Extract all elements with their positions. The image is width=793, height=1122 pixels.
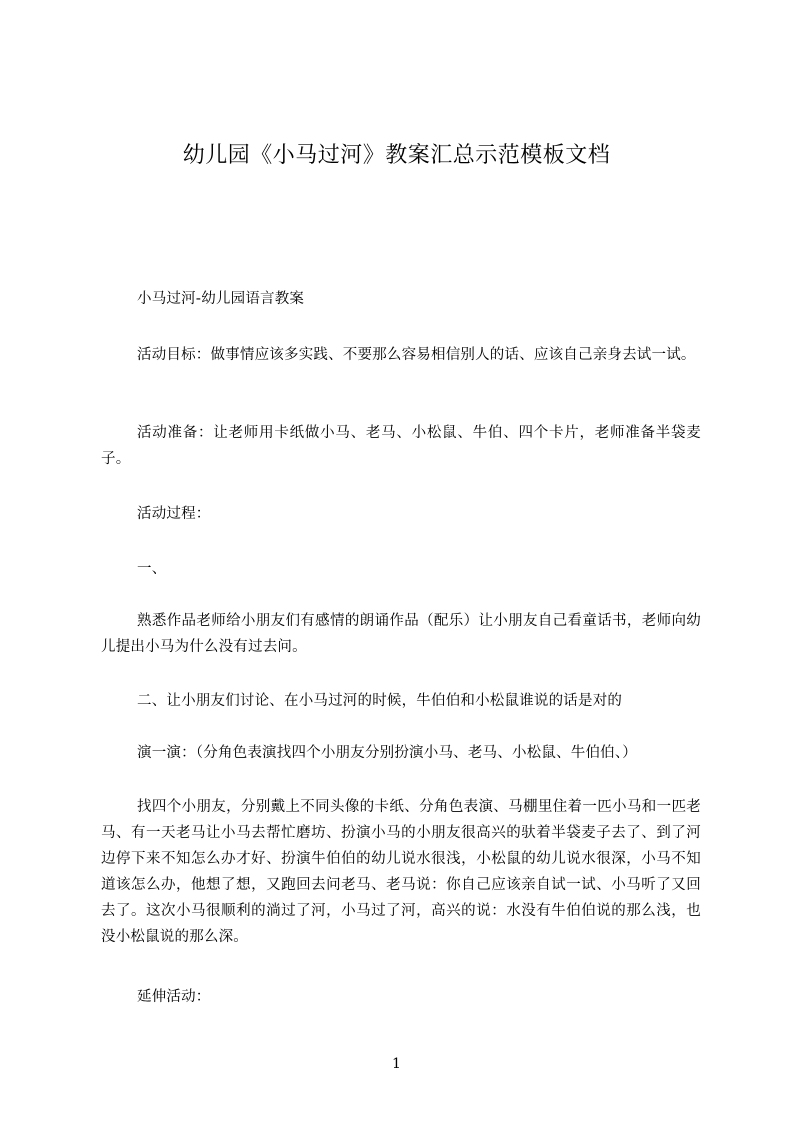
document-title: 幼儿园《小马过河》教案汇总示范模板文档	[182, 143, 611, 168]
paragraph-activity-process: 活动过程：	[137, 506, 211, 522]
paragraph-familiarize: 熟悉作品老师给小朋友们有感情的朗诵作品（配乐）让小朋友自己看童话书，老师向幼儿提出小马为什么没有过去问。	[101, 613, 701, 655]
paragraph-activity-prep: 活动准备：让老师用卡纸做小马、老马、小松鼠、牛伯、四个卡片，老师准备半袋麦子。	[101, 425, 701, 467]
paragraph-extension: 延伸活动：	[137, 989, 211, 1005]
paragraph-subtitle: 小马过河-幼儿园语言教案	[137, 291, 305, 307]
paragraph-step-two: 二、让小朋友们讨论、在小马过河的时候，牛伯伯和小松鼠谁说的话是对的	[137, 693, 623, 709]
paragraph-activity-goal: 活动目标：做事情应该多实践、不要那么容易相信别人的话、应该自己亲身去试一试。	[137, 347, 696, 363]
paragraph-story: 找四个小朋友，分别戴上不同头像的卡纸、分角色表演、马棚里住着一匹小马和一匹老马、有一天老马让小马去帮忙磨坊、扮演小马的小朋友很高兴的驮着半袋麦子去了、到了河边停下来不知怎么办才好、扮演牛伯伯的幼儿说水很浅，小松鼠的幼儿说水很深，小马不知道该怎么办，他想了想，又跑回去问老马、老马说：你自己应该亲自试一试、小马听了又回去了。这次小马很顺利的淌过了河，小马过了河，高兴的说：水没有牛伯伯说的那么浅，也没小松鼠说的那么深。	[101, 799, 701, 945]
paragraph-act-out: 演一演：（分角色表演找四个小朋友分别扮演小马、老马、小松鼠、牛伯伯、）	[137, 745, 637, 761]
paragraph-step-one: 一、	[137, 561, 167, 577]
page-number: 1	[392, 1056, 401, 1072]
